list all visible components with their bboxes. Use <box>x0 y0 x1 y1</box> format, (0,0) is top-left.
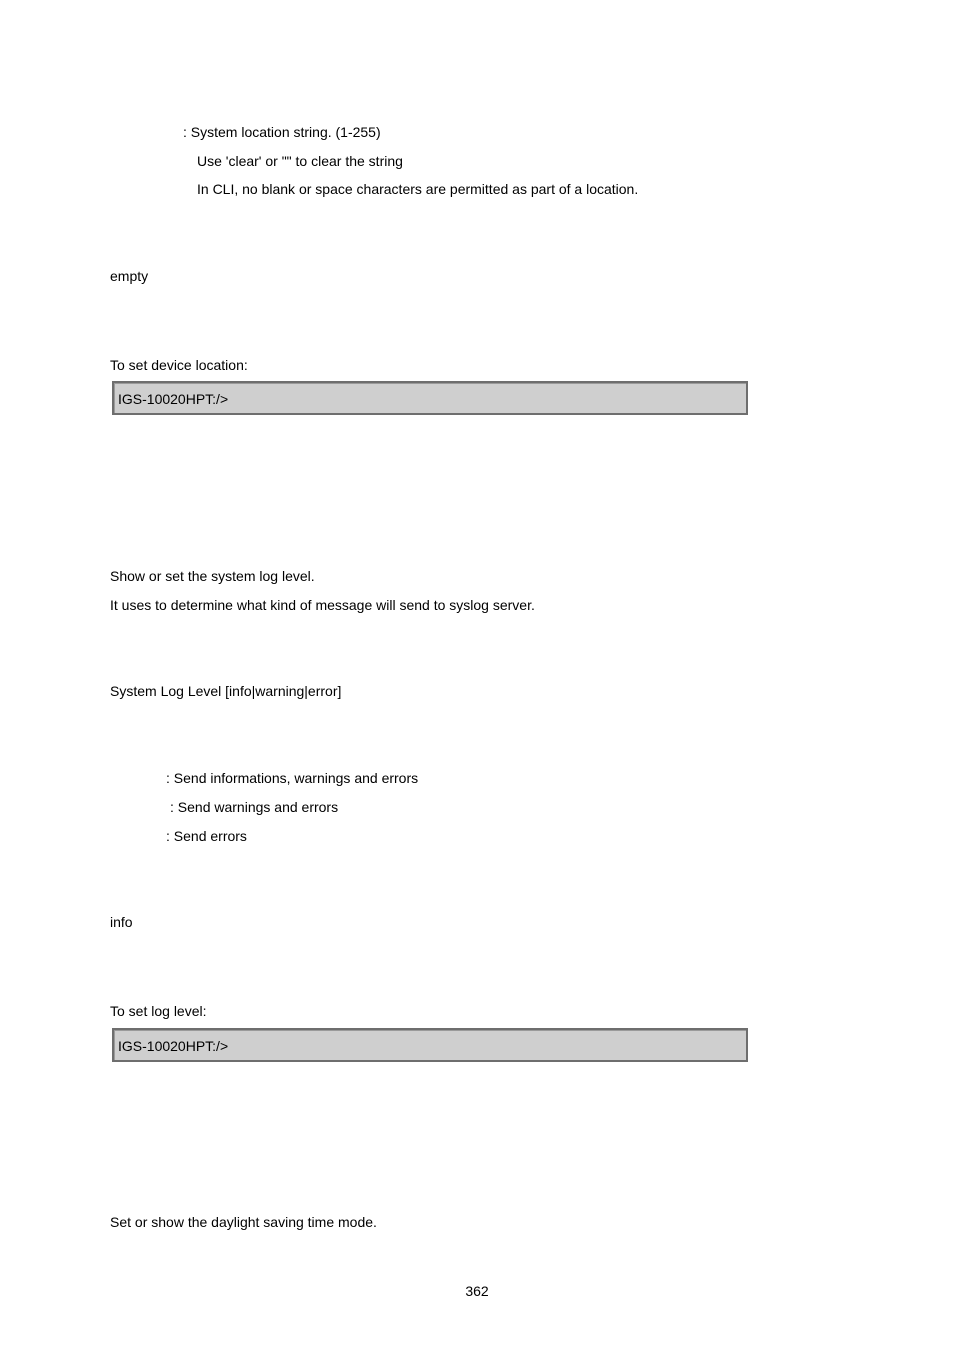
log-level-example-command-box <box>112 1028 748 1062</box>
log-level-description-detail: It uses to determine what kind of message will send to syslog server. <box>110 597 535 613</box>
location-param-desc: : System location string. (1-255) <box>183 124 381 140</box>
log-level-option-warning: : Send warnings and errors <box>170 799 339 815</box>
log-level-option-info: : Send informations, warnings and errors <box>166 770 419 786</box>
location-param-note-clear: Use 'clear' or "" to clear the string <box>197 153 403 169</box>
log-level-example-intro: To set log level: <box>110 1003 207 1019</box>
daylight-description: Set or show the daylight saving time mode. <box>110 1214 377 1230</box>
location-example-intro: To set device location: <box>110 357 248 373</box>
location-param-note-blank: In CLI, no blank or space characters are permitted as part of a location. <box>197 181 639 197</box>
location-default-value: empty <box>110 268 149 284</box>
page-number: 362 <box>465 1283 489 1299</box>
log-level-description: Show or set the system log level. <box>110 568 315 584</box>
log-level-default-value: info <box>110 914 133 930</box>
location-example-prompt: IGS-10020HPT:/> <box>118 391 229 407</box>
log-level-option-error: : Send errors <box>166 828 247 844</box>
log-level-syntax: System Log Level [info|warning|error] <box>110 683 342 699</box>
location-example-command-box <box>112 381 748 415</box>
log-level-example-prompt: IGS-10020HPT:/> <box>118 1038 229 1054</box>
